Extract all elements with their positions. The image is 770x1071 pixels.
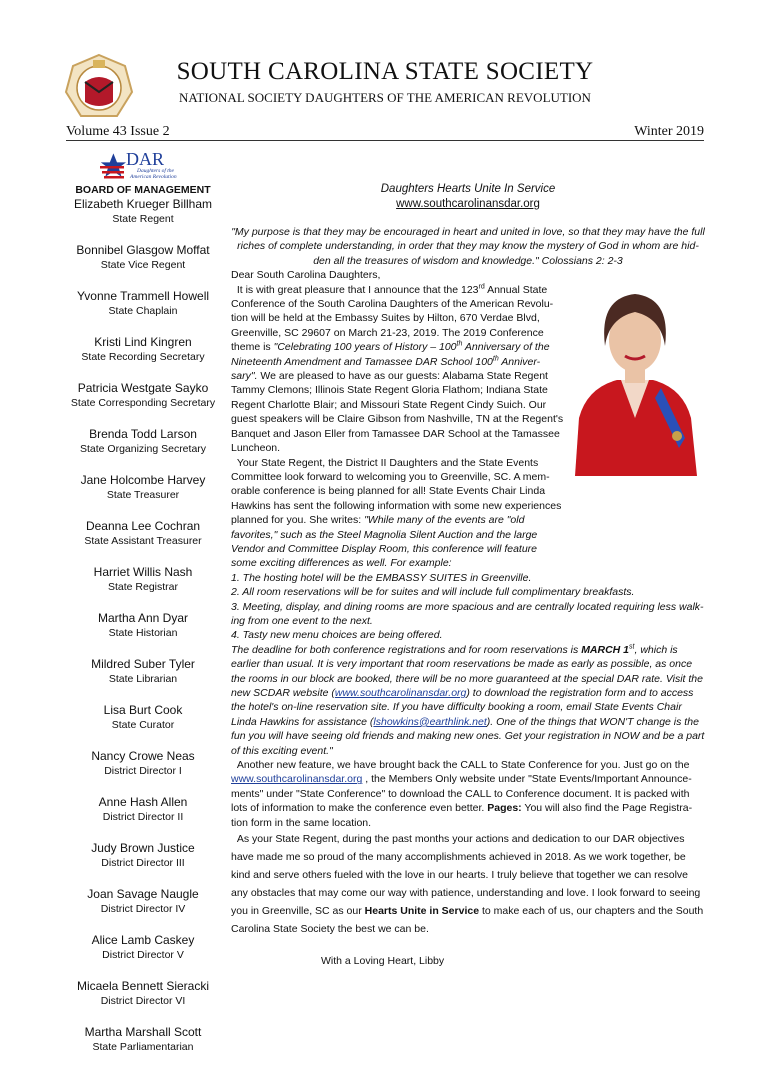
board-member	[66, 749, 220, 778]
board-member	[66, 289, 220, 318]
member-name: Anne Hash Allen	[98, 795, 188, 809]
board-member	[66, 335, 220, 364]
deadline-paragraph: The deadline for both conference registrations and for room reservations is MARCH 1st, which is earlier than usual. It is very important that room reservations be made as early as possible, as once the rooms in our block are booked, there will be no more guaranteed at the special DAR rate. Visit the new SCDAR website (www.southcarolinansdar.org) to download the registration form and to access the hotel's on-line reservation site. If you have difficulty booking a room, email State Events Chair Linda Hawkins for assistance (lshowkins@earthlink.net). One of the things that WON'T change is the fun you will have seeing old friends and making new ones. Get your registration in NOW and be a part of this exciting event."	[231, 643, 705, 757]
member-name: Mildred Suber Tyler	[91, 657, 195, 671]
member-role: State Parliamentarian	[92, 1041, 194, 1053]
member-name: Martha Ann Dyar	[97, 611, 189, 625]
member-name: Patricia Westgate Sayko	[77, 381, 209, 395]
member-name: Joan Savage Naugle	[87, 887, 199, 901]
list-item: 2. All room reservations will be for suites and will include full complimentary breakfasts.	[231, 586, 635, 599]
member-role: District Director III	[101, 857, 185, 869]
board-member	[66, 795, 220, 824]
member-role: District Director I	[104, 765, 182, 777]
paragraph-3: Another new feature, we have brought back the CALL to State Conference for you. Just go on the www.southcarolinansdar.org , the Members Only website under "State Events/Important Announce-ments" under "State Conference" to download the CALL to Conference document. It is packed with lots of information to make the conference even better. Pages: You will also find the Page Registra-tion form in the same location.	[231, 759, 693, 829]
board-member	[66, 979, 220, 1008]
board-member	[66, 243, 220, 272]
member-role: State Librarian	[108, 673, 178, 685]
member-role: State Regent	[112, 213, 174, 225]
member-role: State Assistant Treasurer	[84, 535, 202, 547]
member-name: Brenda Todd Larson	[89, 427, 197, 441]
regent-letter	[231, 182, 705, 968]
member-name: Yvonne Trammell Howell	[76, 289, 210, 303]
member-name: Elizabeth Krueger Billham	[73, 197, 213, 211]
list-item: 1. The hosting hotel will be the EMBASSY SUITES in Greenville.	[231, 571, 532, 584]
member-role: District Director II	[102, 811, 184, 823]
board-member	[66, 519, 220, 548]
members-website-link[interactable]: www.southcarolinansdar.org	[231, 773, 363, 786]
member-role: State Treasurer	[106, 489, 180, 501]
board-member	[66, 565, 220, 594]
board-member	[66, 933, 220, 962]
volume-issue: Volume 43 Issue 2	[66, 124, 170, 139]
header-divider	[66, 140, 704, 141]
member-name: Jane Holcombe Harvey	[80, 473, 206, 487]
member-name: Kristi Lind Kingren	[94, 335, 192, 349]
signoff: With a Loving Heart, Libby	[321, 955, 445, 968]
list-item: 3. Meeting, display, and dining rooms are more spacious and are centrally located requiring less walk-ing from one event to the next.	[231, 600, 704, 627]
board-member	[66, 473, 220, 502]
member-name: Alice Lamb Caskey	[91, 933, 195, 947]
board-member	[66, 841, 220, 870]
member-role: State Vice Regent	[100, 259, 186, 271]
flag-star-icon	[100, 153, 126, 178]
list-item: 4. Tasty new menu choices are being offered.	[231, 629, 443, 642]
board-member	[66, 197, 220, 226]
board-member	[66, 611, 220, 640]
member-role: State Registrar	[107, 581, 179, 593]
svg-text:Daughters of the: Daughters of the	[137, 168, 174, 174]
member-role: State Historian	[108, 627, 178, 639]
member-name: Lisa Burt Cook	[103, 703, 183, 717]
board-member	[66, 427, 220, 456]
svg-text:American Revolution: American Revolution	[130, 174, 177, 180]
greeting: Dear South Carolina Daughters,	[231, 269, 381, 282]
member-name: Bonnibel Glasgow Moffat	[76, 243, 210, 257]
board-member	[66, 703, 220, 732]
member-role: State Organizing Secretary	[79, 443, 207, 455]
scdar-website-link[interactable]: www.southcarolinansdar.org	[334, 687, 467, 699]
member-name: Harriet Willis Nash	[93, 565, 193, 579]
member-name: Judy Brown Justice	[91, 841, 195, 855]
member-role: State Corresponding Secretary	[70, 397, 216, 409]
scripture-quote: "My purpose is that they may be encouraged in heart and united in love, so that they may have the full riches of complete understanding, in order that they may know the mystery of God in whom are hid-den all the treasures of wisdom and knowledge." Colossians 2: 2-3	[231, 226, 705, 267]
member-name: Deanna Lee Cochran	[85, 519, 201, 533]
member-role: District Director V	[102, 949, 184, 961]
member-role: District Director IV	[100, 903, 186, 915]
issue-season: Winter 2019	[634, 124, 704, 139]
svg-text:DAR: DAR	[126, 149, 165, 169]
board-of-management	[66, 184, 220, 1071]
paragraph-4: As your State Regent, during the past months your actions and dedication to our DAR objectives have made me so proud of the many accomplishments achieved in 2018. As we work together, be kind and serve others fueled with the love in our hearts. I truly believe that together we can resolve any obstacles that may come our way with patience, understanding and love. I look forward to seeing you in Greenville, SC as our Hearts Unite in Service to make each of us, our chapters and the South Carolina State Society the best we can be.	[231, 833, 704, 936]
member-name: Nancy Crowe Neas	[91, 749, 195, 763]
member-name: Martha Marshall Scott	[84, 1025, 202, 1039]
board-member	[66, 381, 220, 410]
website-link[interactable]: www.southcarolinansdar.org	[396, 198, 540, 210]
theme: Daughters Hearts Unite In Service	[380, 183, 556, 195]
paragraph-1: It is with great pleasure that I announce that the 123rd Annual State Conference of the South Carolina Daughters of the American Revolu-tion will be held at the Embassy Suites by Hilton, 670 Verdae Blvd, Greenville, SC 29607 on March 21-23, 2019. The 2019 Conference theme is "Celebrating 100 years of History – 100th Anniversary of the Nineteenth Amendment and Tamassee DAR School 100th Anniver-sary". We are pleased to have as our guests: Alabama State Regent Tammy Clemons; Illinois State Regent Gloria Flathom; Indiana State Regent Charlotte Blair; and Missouri State Regent Cindy Suich. Our guest speakers will be Claire Gibson from Nashville, TN at the Regent's Banquet and Jason Eller from Tamassee DAR School at the Tamassee Luncheon.	[231, 283, 564, 455]
dar-logo	[100, 148, 184, 182]
board-heading: BOARD OF MANAGEMENT	[75, 184, 211, 196]
member-role: State Recording Secretary	[81, 351, 205, 363]
page-subtitle: NATIONAL SOCIETY DAUGHTERS OF THE AMERICAN REVOLUTION	[179, 90, 591, 105]
board-member	[66, 657, 220, 686]
board-member	[66, 887, 220, 916]
email-link[interactable]: lshowkins@earthlink.net	[373, 715, 487, 728]
page-title: SOUTH CAROLINA STATE SOCIETY	[176, 58, 594, 85]
paragraph-2: Your State Regent, the District II Daughters and the State Events Committee look forward to welcoming you to Greenville, SC. A mem-orable conference is being planned for all! State Events Chair Linda Hawkins has sent the following information with some new experiences planned for you. She writes: "While many of the events are "old favorites," such as the Steel Magnolia Silent Auction and the large Vendor and Committee Display Room, this conference will feature some exciting differences as well. For example:	[231, 456, 562, 570]
member-name: Micaela Bennett Sieracki	[76, 979, 210, 993]
member-role: State Chaplain	[108, 305, 178, 317]
member-role: State Curator	[111, 719, 175, 731]
board-member	[66, 1025, 220, 1054]
member-role: District Director VI	[100, 995, 186, 1007]
